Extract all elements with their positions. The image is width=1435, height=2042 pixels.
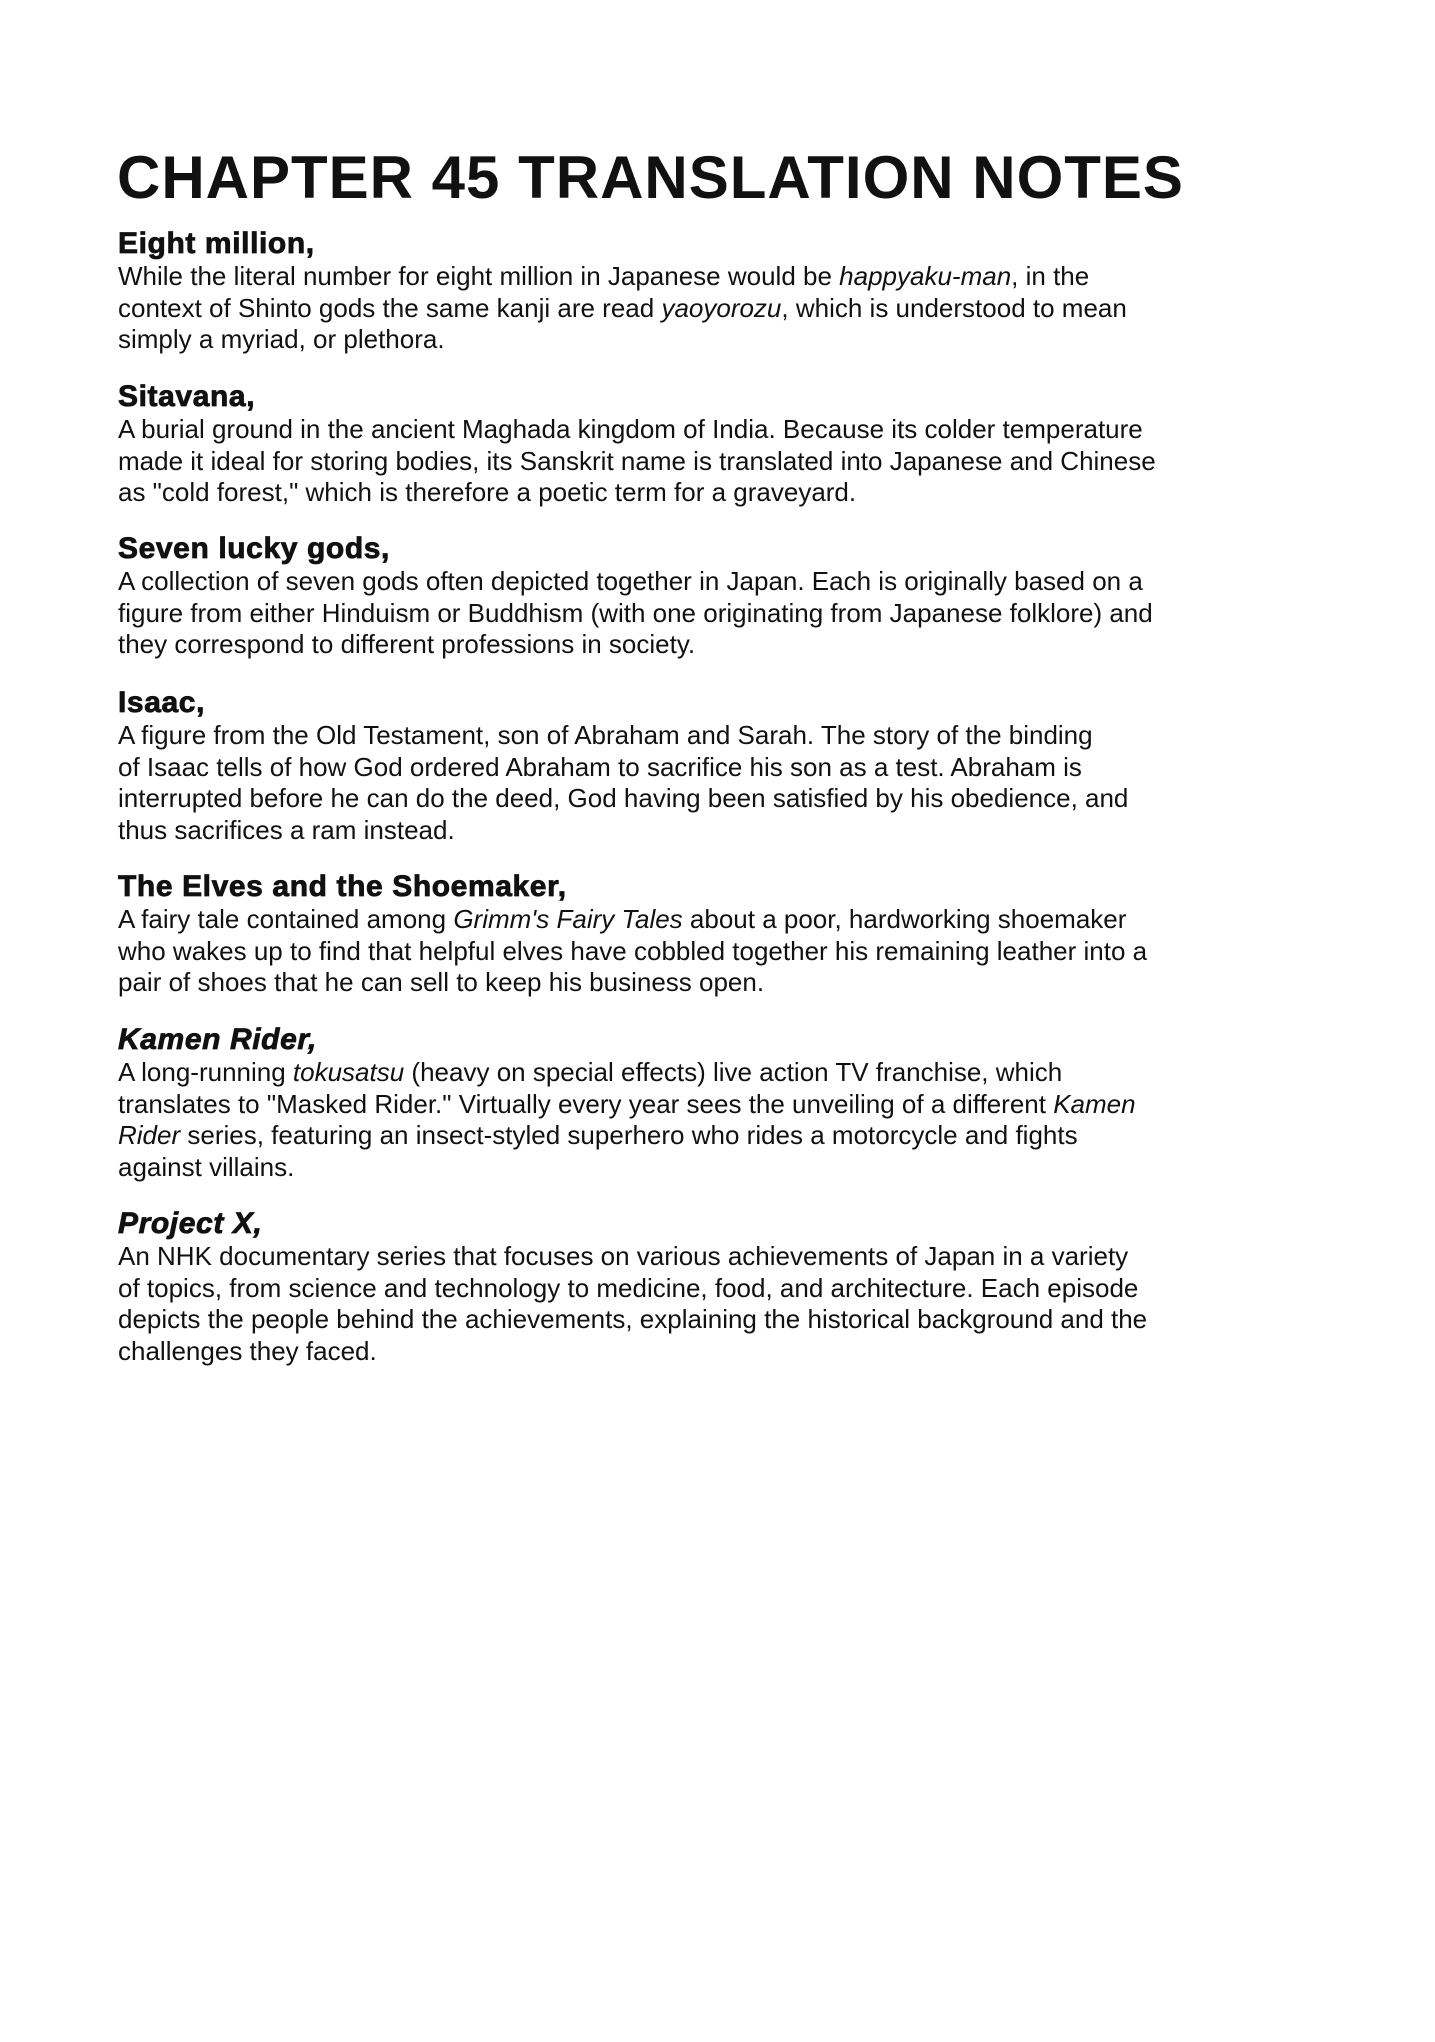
note-text-line (118, 1057, 1136, 1089)
text-run: A collection of seven gods often depicted together in Japan. Each is originally based on a (118, 566, 1143, 596)
note-text-line (118, 324, 1127, 356)
text-run: While the literal number for eight million in Japanese would be (118, 261, 840, 291)
note-heading: Kamen Rider, (118, 1023, 317, 1056)
italic-term: Rider (118, 1120, 181, 1151)
text-run: pair of shoes that he can sell to keep his business open. (118, 967, 765, 998)
text-run: , which is understood to mean (781, 292, 1127, 323)
note-text-line (118, 936, 1147, 968)
text-run: figure from either Hinduism or Buddhism (with one originating from Japanese folklore) and (118, 597, 1153, 628)
note-heading: Isaac, (118, 686, 206, 719)
text-run: simply a myriad, or plethora. (118, 324, 445, 355)
note-text-line (118, 566, 1153, 598)
note-text-line (118, 720, 1128, 752)
text-run: , in the (1011, 261, 1090, 291)
note-section (118, 532, 1153, 661)
note-text-line (118, 904, 1147, 936)
note-section (118, 227, 1127, 356)
note-heading: Eight million, (118, 227, 315, 260)
note-text-line (118, 598, 1153, 630)
note-text-line (118, 446, 1156, 478)
note-text-line (118, 261, 1127, 293)
text-run: A fairy tale contained among (118, 904, 454, 934)
note-text-line (118, 1304, 1147, 1336)
text-run: of Isaac tells of how God ordered Abraham to sacrifice his son as a test. Abraham is (118, 751, 1082, 782)
text-run: context of Shinto gods the same kanji are read (118, 292, 662, 323)
note-text-line (118, 1273, 1147, 1305)
text-run: against villains. (118, 1152, 295, 1183)
note-text-line (118, 1089, 1136, 1121)
note-text-line (118, 477, 1156, 509)
note-section (118, 1207, 1147, 1368)
note-section (118, 1023, 1136, 1184)
text-run: An NHK documentary series that focuses on various achievements of Japan in a variety (118, 1241, 1129, 1271)
note-section (118, 686, 1128, 847)
note-text-line (118, 967, 1147, 999)
text-run: A long-running (118, 1057, 293, 1087)
text-run: as "cold forest," which is therefore a poetic term for a graveyard. (118, 477, 857, 508)
note-text-line (118, 293, 1127, 325)
note-heading: Sitavana, (118, 380, 256, 413)
text-run: translates to "Masked Rider." Virtually every year sees the unveiling of a different (118, 1088, 1054, 1119)
note-text-line (118, 629, 1153, 661)
note-text-line (118, 1241, 1147, 1273)
note-text-line (118, 752, 1128, 784)
italic-term: tokusatsu (292, 1057, 405, 1087)
text-run: who wakes up to find that helpful elves have cobbled together his remaining leather into a (118, 935, 1148, 966)
note-heading: The Elves and the Shoemaker, (118, 870, 567, 903)
note-section (118, 870, 1147, 999)
note-text-line (118, 815, 1128, 847)
text-run: (heavy on special effects) live action TV franchise, which (404, 1057, 1063, 1087)
text-run: A burial ground in the ancient Maghada kingdom of India. Because its colder temperature (118, 414, 1143, 444)
text-run: series, featuring an insect-styled superhero who rides a motorcycle and fights (180, 1120, 1078, 1151)
italic-term: Kamen (1053, 1088, 1136, 1119)
text-run: depicts the people behind the achievements, explaining the historical background and the (118, 1304, 1148, 1335)
note-heading: Seven lucky gods, (118, 532, 390, 565)
text-run: made it ideal for storing bodies, its Sanskrit name is translated into Japanese and Chinese (118, 445, 1156, 476)
note-text-line (118, 414, 1156, 446)
text-run: they correspond to different professions in society. (118, 629, 696, 660)
note-text-line (118, 1336, 1147, 1368)
note-section (118, 380, 1156, 509)
text-run: challenges they faced. (118, 1336, 377, 1367)
text-run: about a poor, hardworking shoemaker (682, 904, 1127, 934)
italic-term: Grimm's Fairy Tales (453, 904, 683, 934)
italic-term: happyaku-man (839, 261, 1012, 291)
note-heading: Project X, (118, 1207, 263, 1240)
text-run: of topics, from science and technology to medicine, food, and architecture. Each episode (118, 1272, 1139, 1303)
text-run: thus sacrifices a ram instead. (118, 815, 455, 846)
note-text-line (118, 1120, 1136, 1152)
text-run: interrupted before he can do the deed, God having been satisfied by his obedience, and (118, 783, 1129, 814)
text-run: A figure from the Old Testament, son of Abraham and Sarah. The story of the binding (118, 720, 1093, 750)
italic-term: yaoyorozu (661, 292, 782, 323)
note-text-line (118, 1152, 1136, 1184)
note-text-line (118, 783, 1128, 815)
page-title: CHAPTER 45 TRANSLATION NOTES (117, 144, 1184, 211)
